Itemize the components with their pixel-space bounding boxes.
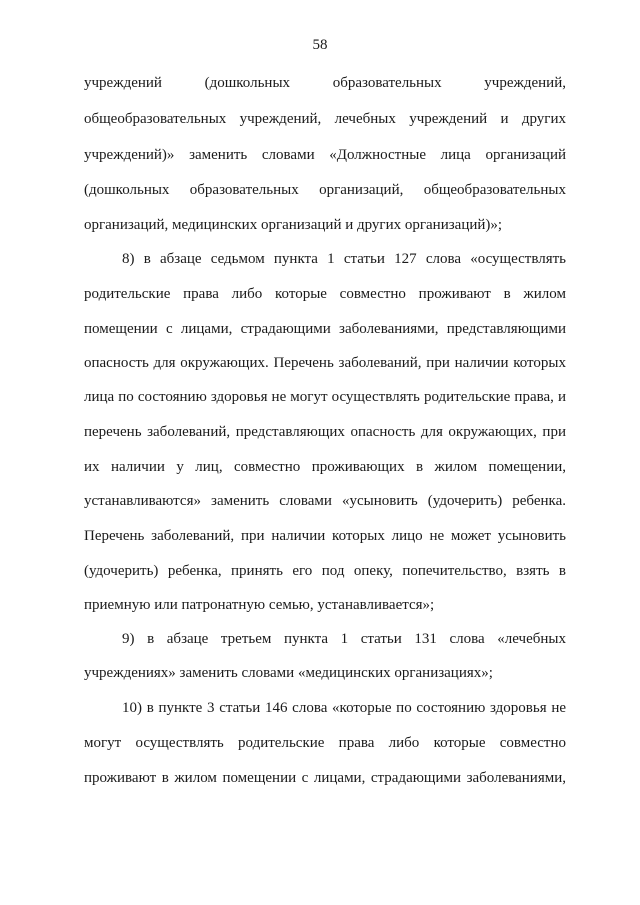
text-line: Перечень заболеваний, при наличии которых лицо не может усыновить bbox=[84, 528, 566, 544]
text-line: общеобразовательных учреждений, лечебных учреждений и других bbox=[84, 111, 566, 127]
text-line: (удочерить) ребенка, принять его под опеку, попечительство, взять в bbox=[84, 563, 566, 579]
text-line: проживают в жилом помещении с лицами, страдающими заболеваниями, bbox=[84, 770, 566, 786]
text-line: лица по состоянию здоровья не могут осуществлять родительские права, и bbox=[84, 389, 566, 405]
text-line: перечень заболеваний, представляющих опасность для окружающих, при bbox=[84, 424, 566, 440]
text-line: опасность для окружающих. Перечень заболеваний, при наличии которых bbox=[84, 355, 566, 371]
text-line: учреждениях» заменить словами «медицинских организациях»; bbox=[84, 665, 493, 681]
text-line: устанавливаются» заменить словами «усыновить (удочерить) ребенка. bbox=[84, 493, 566, 509]
text-line: приемную или патронатную семью, устанавливается»; bbox=[84, 597, 435, 613]
text-line: 10) в пункте 3 статьи 146 слова «которые по состоянию здоровья не bbox=[122, 700, 566, 716]
text-line: родительские права либо которые совместно проживают в жилом bbox=[84, 286, 566, 302]
text-line: учреждений (дошкольных образовательных учреждений, bbox=[84, 75, 566, 91]
text-line: их наличии у лиц, совместно проживающих в жилом помещении, bbox=[84, 459, 566, 475]
text-line: 9) в абзаце третьем пункта 1 статьи 131 слова «лечебных bbox=[122, 631, 566, 647]
text-line: учреждений)» заменить словами «Должностные лица организаций bbox=[84, 147, 566, 163]
text-line: 8) в абзаце седьмом пункта 1 статьи 127 слова «осуществлять bbox=[122, 251, 566, 267]
page-number: 58 bbox=[312, 37, 328, 53]
text-line: могут осуществлять родительские права либо которые совместно bbox=[84, 735, 566, 751]
text-line: организаций, медицинских организаций и других организаций)»; bbox=[84, 217, 503, 233]
text-line: (дошкольных образовательных организаций, общеобразовательных bbox=[84, 182, 566, 198]
text-line: помещении с лицами, страдающими заболеваниями, представляющими bbox=[84, 321, 566, 337]
